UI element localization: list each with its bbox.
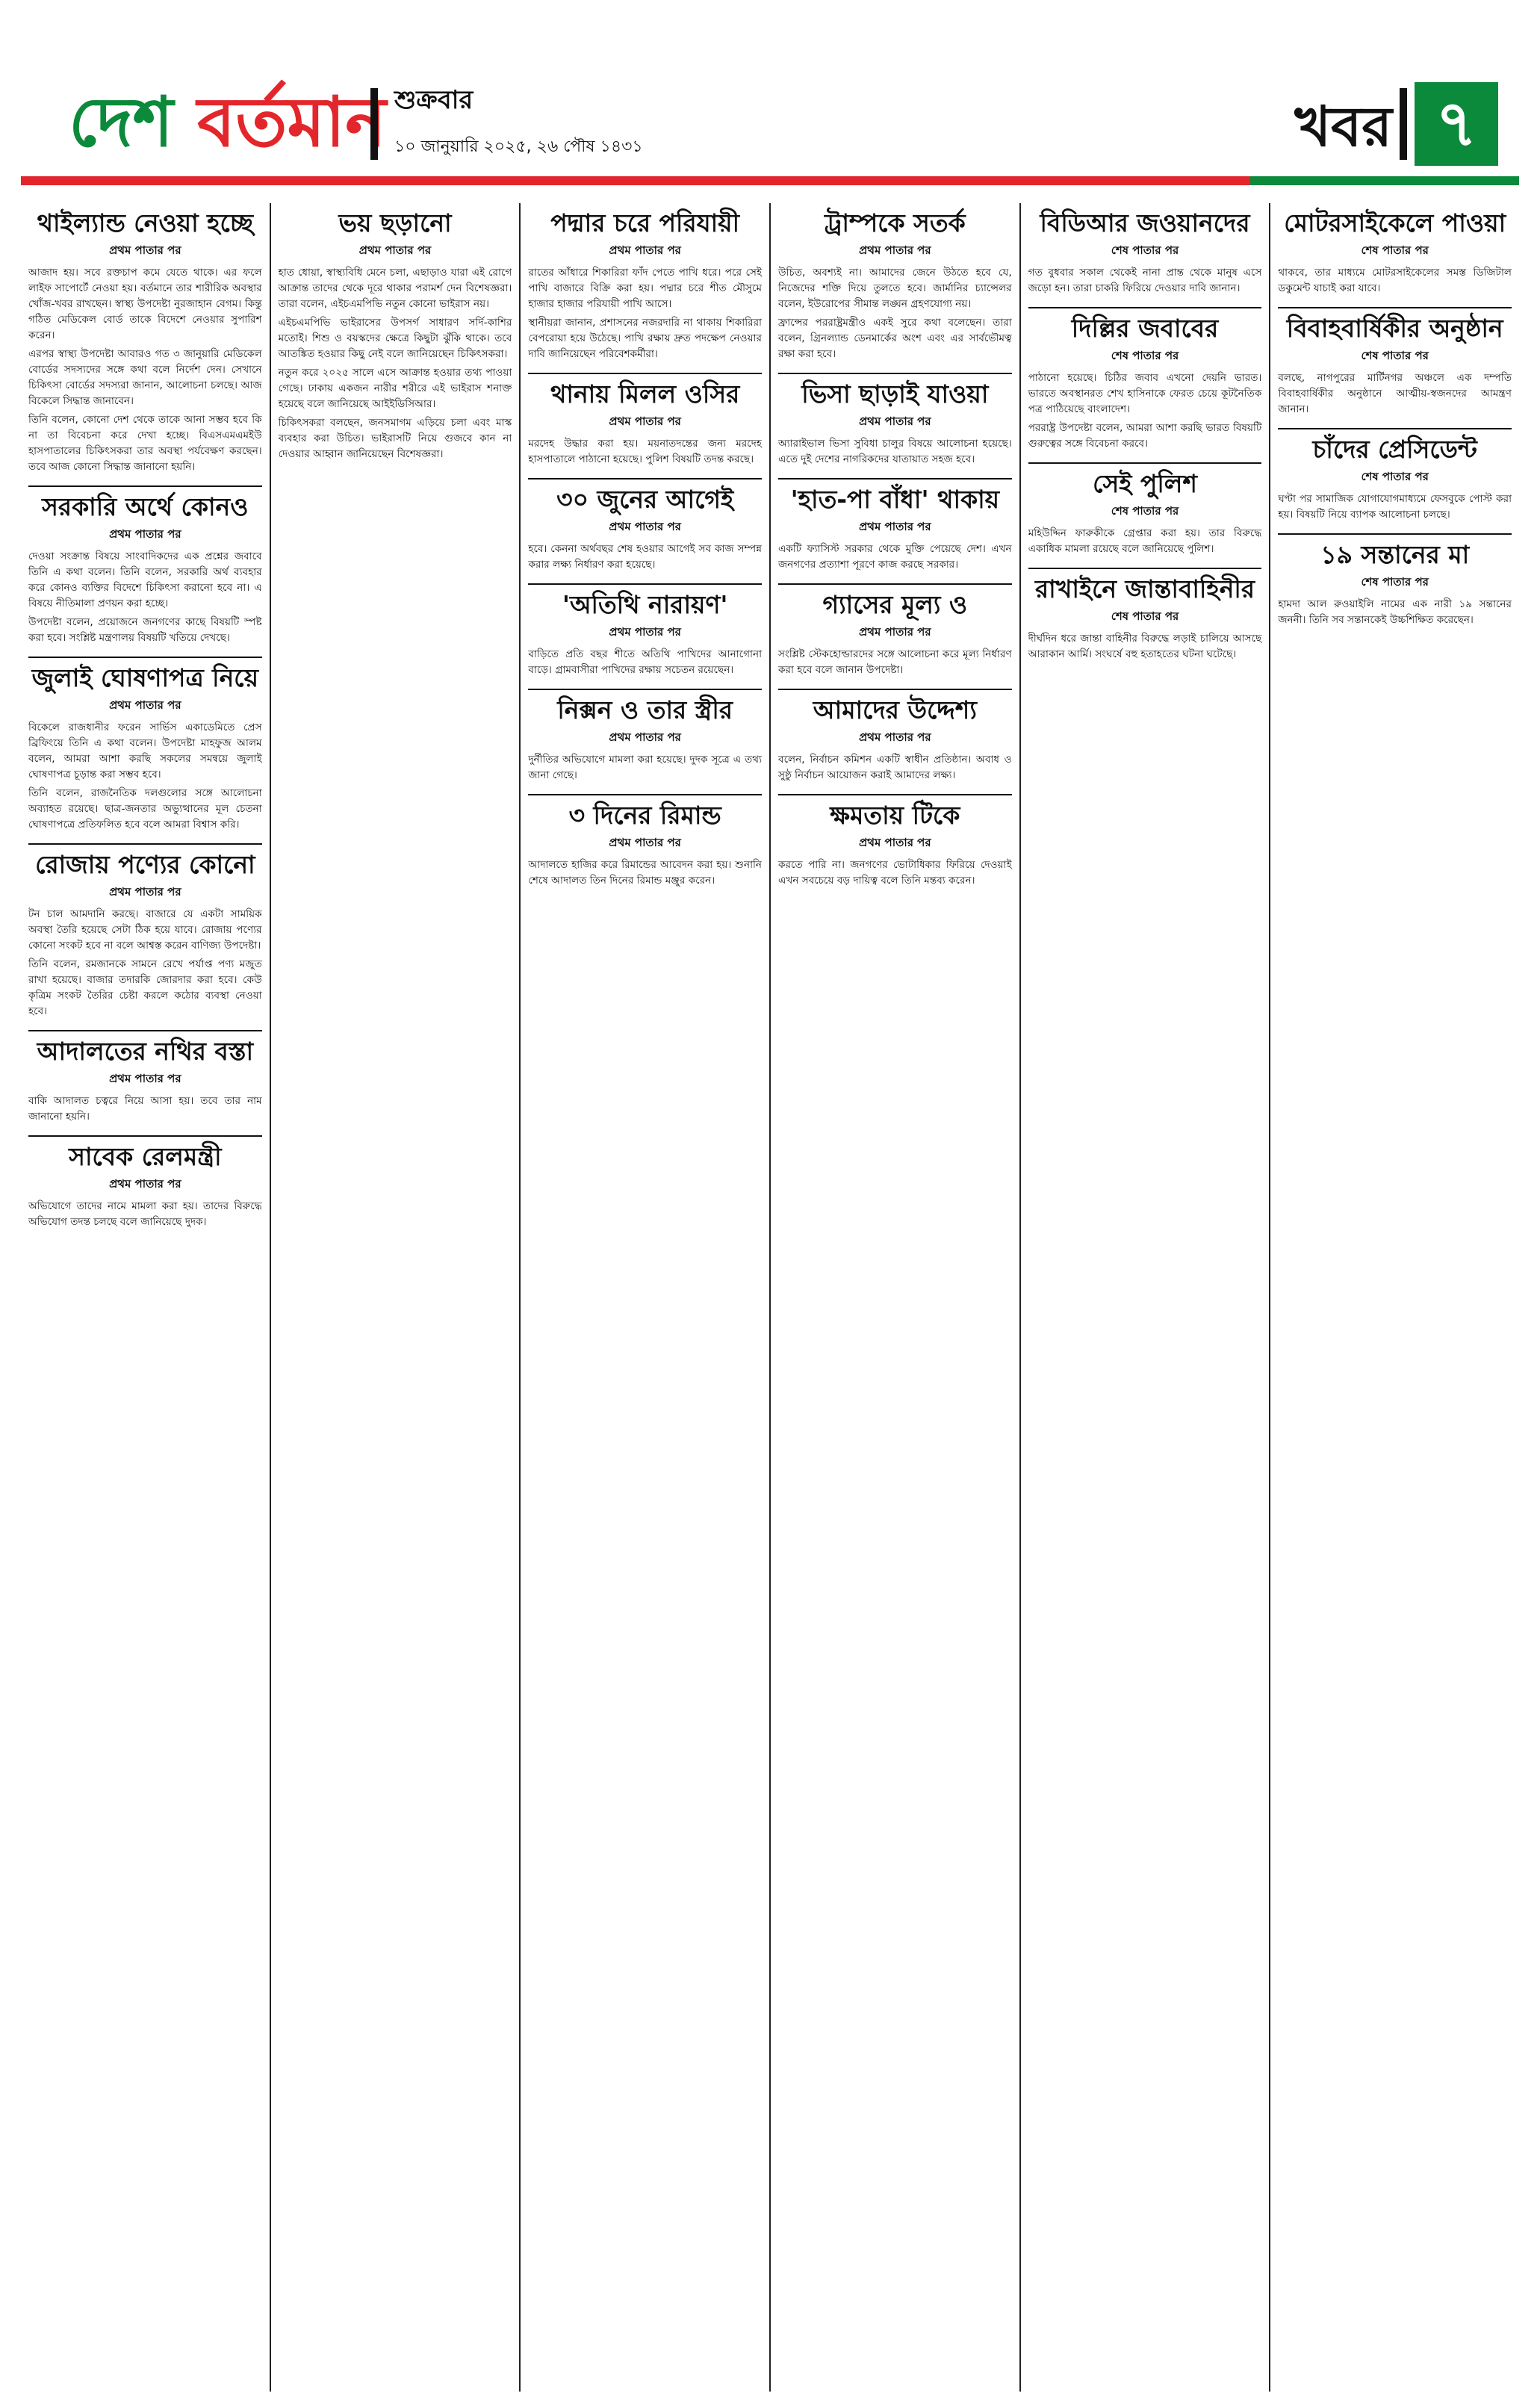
story-paragraph: টন চাল আমদানি করছে। বাজারে যে একটা সাময়িক অবস্থা তৈরি হয়েছে সেটা ঠিক হয়ে যাবে। রোজায় পণ্যের কোনো সংকট হবে না বলে আশ্বস্ত করেন বাণিজ্য উপদেষ্টা। — [28, 907, 262, 952]
continued-from-label: প্রথম পাতার পর — [109, 884, 181, 899]
story-divider — [1278, 307, 1512, 308]
story-paragraph: অভিযোগে তাদের নামে মামলা করা হয়। তাদের বিরুদ্ধে অভিযোগ তদন্ত চলছে বলে জানিয়েছে দুদক। — [28, 1200, 262, 1228]
story-headline: ভয় ছড়ানো — [338, 208, 452, 238]
story-headline: আমাদের উদ্দেশ্য — [813, 695, 977, 724]
story-paragraph: দুর্নীতির অভিযোগে মামলা করা হয়েছে। দুদক সূত্রে এ তথ্য জানা গেছে। — [528, 753, 763, 781]
story-headline: ১৯ সন্তানের মা — [1320, 539, 1470, 569]
story-paragraph: ঘণ্টা পর সামাজিক যোগাযোগমাধ্যমে ফেসবুকে পোস্ট করা হয়। বিষয়টি নিয়ে ব্যাপক আলোচনা চলছে। — [1278, 492, 1512, 521]
news-story — [28, 1143, 262, 1230]
story-headline: মোটরসাইকেলে পাওয়া — [1284, 208, 1506, 238]
story-paragraph: ফ্রান্সের পররাষ্ট্রমন্ত্রীও একই সুরে কথা বলেছেন। তারা বলেন, গ্রিনল্যান্ড ডেনমার্কের অংশ এবং এর সার্বভৌমত্ব রক্ষা করা হবে। — [778, 316, 1012, 360]
continued-from-label: প্রথম পাতার পর — [859, 243, 931, 257]
story-headline: ভিসা ছাড়াই যাওয়া — [801, 379, 989, 409]
continued-from-label: প্রথম পাতার পর — [859, 835, 931, 849]
story-paragraph: থাকবে, তার মাধ্যমে মোটরসাইকেলের সমস্ত ডিজিটাল ডকুমেন্ট যাচাই করা যাবে। — [1278, 266, 1512, 294]
story-paragraph: আদালতে হাজির করে রিমান্ডের আবেদন করা হয়। শুনানি শেষে আদালত তিন দিনের রিমান্ড মঞ্জুর করেন। — [528, 858, 763, 887]
story-paragraph: বিকেলে রাজধানীর ফরেন সার্ভিস একাডেমিতে প্রেস ব্রিফিংয়ে তিনি এ কথা বলেন। উপদেষ্টা মাহফুজ আলম বলেন, আমরা আশা করছি সকলের সমন্বয়ে জুলাই ঘোষণাপত্র চূড়ান্ত করা সম্ভব হবে। — [28, 721, 262, 781]
news-story — [528, 696, 762, 783]
news-story — [528, 209, 762, 362]
date-label: ১০ জানুয়ারি ২০২৫, ২৬ পৌষ ১৪৩১ — [394, 137, 643, 156]
story-headline: থানায় মিলল ওসির — [550, 379, 740, 409]
story-paragraph: দীর্ঘদিন ধরে জান্তা বাহিনীর বিরুদ্ধে লড়াই চালিয়ে আসছে আরাকান আর্মি। সংঘর্ষে বহু হতাহতের ঘটনা ঘটেছে। — [1028, 632, 1262, 660]
story-divider — [778, 583, 1012, 585]
story-paragraph: গত বুধবার সকাল থেকেই নানা প্রান্ত থেকে মানুষ এসে জড়ো হন। তারা চাকরি ফিরিয়ে দেওয়ার দাবি জানান। — [1028, 266, 1262, 294]
news-column — [521, 203, 771, 2392]
news-story — [528, 591, 762, 678]
continued-from-label: প্রথম পাতার পর — [609, 243, 681, 257]
story-divider — [778, 373, 1012, 374]
continued-from-label: শেষ পাতার পর — [1111, 609, 1179, 623]
news-story — [528, 485, 762, 573]
story-headline: আদালতের নথির বস্তা — [37, 1036, 254, 1066]
brand-separator — [370, 88, 378, 160]
story-paragraph: একটি ফ্যাসিস্ট সরকার থেকে মুক্তি পেয়েছে দেশ। এখন জনগণের প্রত্যাশা পূরণে কাজ করছে সরকার। — [778, 542, 1012, 571]
news-story — [1028, 209, 1262, 297]
news-story — [778, 380, 1012, 468]
story-divider — [528, 583, 762, 585]
continued-from-label: প্রথম পাতার পর — [859, 414, 931, 428]
story-divider — [1028, 462, 1262, 464]
story-divider — [778, 794, 1012, 795]
story-headline: 'হাত-পা বাঁধা' থাকায় — [790, 484, 1000, 514]
story-headline: সাবেক রেলমন্ত্রী — [69, 1141, 222, 1171]
news-story — [1278, 435, 1512, 523]
news-story — [1028, 575, 1262, 662]
story-divider — [28, 843, 262, 845]
news-story — [1278, 209, 1512, 297]
news-story — [1278, 541, 1512, 628]
news-story — [1028, 314, 1262, 452]
story-paragraph: হাত ধোয়া, স্বাস্থ্যবিধি মেনে চলা, এছাড়াও যারা এই রোগে আক্রান্ত তাদের থেকে দূরে থাকার পরামর্শ দেন বিশেষজ্ঞরা। তারা বলেন, এইচএমপিভি নতুন কোনো ভাইরাস নয়। — [278, 266, 512, 310]
story-divider — [1028, 307, 1262, 308]
story-paragraph: উপদেষ্টা বলেন, প্রয়োজনে জনগণের কাছে বিষয়টি স্পষ্ট করা হবে। সংশ্লিষ্ট মন্ত্রণালয় বিষয়টি খতিয়ে দেখছে। — [28, 615, 262, 644]
story-paragraph: সংশ্লিষ্ট স্টেকহোল্ডারদের সঙ্গে আলোচনা করে মূল্য নির্ধারণ করা হবে বলে জানান উপদেষ্টা। — [778, 648, 1012, 676]
continued-from-label: প্রথম পাতার পর — [609, 519, 681, 533]
story-headline: বিডিআর জওয়ানদের — [1040, 208, 1250, 238]
story-paragraph: পাঠানো হয়েছে। চিঠির জবাব এখনো দেয়নি ভারত। ভারতে অবস্থানরত শেখ হাসিনাকে ফেরত চেয়ে কূটনৈতিক পত্র পাঠিয়েছে বাংলাদেশ। — [1028, 371, 1262, 415]
story-headline: নিক্সন ও তার স্ত্রীর — [557, 695, 733, 724]
story-headline: ৩ দিনের রিমান্ড — [568, 800, 721, 830]
story-paragraph: চিকিৎসকরা বলছেন, জনসমাগম এড়িয়ে চলা এবং মাস্ক ব্যবহার করা উচিত। ভাইরাসটি নিয়ে গুজবে কান না দেওয়ার আহ্বান জানিয়েছেন বিশেষজ্ঞরা। — [278, 416, 512, 460]
story-paragraph: নতুন করে ২০২৫ সালে এসে আক্রান্ত হওয়ার তথ্য পাওয়া গেছে। ঢাকায় একজন নারীর শরীরে এই ভাইরাস শনাক্ত হয়েছে বলে জানিয়েছে আইইডিসিআর। — [278, 366, 512, 410]
continued-from-label: শেষ পাতার পর — [1361, 574, 1429, 589]
day-label: শুক্রবার — [394, 85, 474, 115]
dateline — [394, 81, 643, 161]
story-headline: ৩০ জুনের আগেই — [556, 484, 734, 514]
continued-from-label: প্রথম পাতার পর — [859, 730, 931, 744]
story-headline: 'অতিথি নারায়ণ' — [562, 589, 728, 619]
story-paragraph: পররাষ্ট্র উপদেষ্টা বলেন, আমরা আশা করছি ভারত বিষয়টি গুরুত্বের সঙ্গে বিবেচনা করবে। — [1028, 421, 1262, 450]
news-story — [1278, 314, 1512, 418]
article-columns — [21, 203, 1519, 2392]
continued-from-label: প্রথম পাতার পর — [109, 243, 181, 257]
story-paragraph: উচিত, অবশ্যই না। আমাদের জেনে উঠতে হবে যে, নিজেদের শক্তি দিয়ে তুলতে হবে। জার্মানির চ্যান্সেলর বলেন, ইউরোপের সীমান্ত লঙ্ঘন গ্রহণযোগ্য নয়। — [778, 266, 1012, 310]
news-story — [28, 493, 262, 646]
news-story — [778, 801, 1012, 889]
news-column — [1270, 203, 1519, 2392]
continued-from-label: শেষ পাতার পর — [1361, 469, 1429, 483]
story-divider — [778, 478, 1012, 480]
news-story — [528, 380, 762, 468]
story-headline: সরকারি অর্থে কোনও — [42, 491, 249, 521]
news-story — [279, 209, 512, 462]
story-paragraph: তিনি বলেন, কোনো দেশ থেকে তাকে আনা সম্ভব হবে কি না তা বিবেচনা করে দেখা হচ্ছে। বিএসএমএমইউ হাসপাতালের চিকিৎসকরা তার অবস্থা পর্যবেক্ষণ করছেন। তবে আজ কোনো সিদ্ধান্ত জানানো হয়নি। — [28, 413, 262, 473]
story-divider — [1028, 568, 1262, 569]
brand-part-2: বর্তমান — [197, 82, 387, 162]
news-story — [28, 1037, 262, 1125]
continued-from-label: শেষ পাতার পর — [1361, 348, 1429, 362]
masthead-rule-green — [1250, 176, 1519, 185]
story-headline: সেই পুলিশ — [1093, 468, 1197, 498]
continued-from-label: প্রথম পাতার পর — [358, 243, 432, 257]
story-divider — [28, 1030, 262, 1031]
continued-from-label: প্রথম পাতার পর — [609, 414, 681, 428]
continued-from-label: প্রথম পাতার পর — [859, 519, 931, 533]
story-paragraph: মহিউদ্দিন ফারুকীকে গ্রেপ্তার করা হয়। তার বিরুদ্ধে একাধিক মামলা রয়েছে বলে জানিয়েছে পুলিশ। — [1028, 527, 1262, 555]
continued-from-label: প্রথম পাতার পর — [609, 624, 681, 639]
news-story — [778, 485, 1012, 573]
story-paragraph: তিনি বলেন, রমজানকে সামনে রেখে পর্যাপ্ত পণ্য মজুত রাখা হয়েছে। বাজার তদারকি জোরদার করা হবে। কেউ কৃত্রিম সংকট তৈরির চেষ্টা করলে কঠোর ব্যবস্থা নেওয়া হবে। — [28, 958, 262, 1017]
story-divider — [528, 373, 762, 374]
story-paragraph: বলছে, নাগপুরের মার্টিনগর অঞ্চলে এক দম্পতি বিবাহবার্ষিকীর অনুষ্ঠানে আত্মীয়-স্বজনদের আমন্ত্রণ জানান। — [1278, 371, 1512, 415]
story-headline: দিল্লির জবাবের — [1071, 313, 1219, 343]
continued-from-label: শেষ পাতার পর — [1111, 503, 1179, 518]
story-divider — [528, 478, 762, 480]
story-paragraph: স্থানীয়রা জানান, প্রশাসনের নজরদারি না থাকায় শিকারিরা বেপরোয়া হয়ে উঠেছে। পাখি রক্ষায় দ্রুত পদক্ষেপ নেওয়ার দাবি জানিয়েছেন পরিবেশকর্মীরা। — [528, 316, 763, 360]
story-divider — [778, 689, 1012, 690]
story-headline: গ্যাসের মূল্য ও — [822, 589, 968, 619]
story-divider — [1278, 428, 1512, 429]
news-column — [271, 203, 521, 2392]
brand-part-1: দেশ — [69, 82, 174, 162]
story-paragraph: তিনি বলেন, রাজনৈতিক দলগুলোর সঙ্গে আলোচনা অব্যাহত রয়েছে। ছাত্র-জনতার অভ্যুত্থানের মূল চেতনা ঘোষণাপত্রে প্রতিফলিত হবে বলে আমরা বিশ্বাস করি। — [28, 786, 262, 831]
story-paragraph: আজাদ হয়। সবে রক্তচাপ কমে যেতে থাকে। এর ফলে লাইফ সাপোর্টে নেওয়া হয়। বর্তমানে তার শারীরিক অবস্থার খোঁজ-খবর রাখছেন। স্বাস্থ্য উপদেষ্টা নুরজাহান বেগম। কিন্তু গঠিত মেডিকেল বোর্ড তাকে বিদেশে নেওয়ার সুপারিশ করেন। — [28, 266, 262, 341]
news-story — [778, 696, 1012, 783]
story-headline: বিবাহবার্ষিকীর অনুষ্ঠান — [1286, 313, 1503, 343]
news-column — [1021, 203, 1271, 2392]
story-divider — [528, 689, 762, 690]
masthead — [21, 0, 1519, 200]
story-paragraph: বাড়িতে প্রতি বছর শীতে অতিথি পাখিদের আনাগোনা বাড়ে। গ্রামবাসীরা পাখিদের রক্ষায় সচেতন রয়েছেন। — [528, 648, 763, 676]
story-paragraph: বাকি আদালত চত্বরে নিয়ে আসা হয়। তবে তার নাম জানানো হয়নি। — [28, 1094, 262, 1123]
story-paragraph: হামদা আল রুওয়াইলি নামের এক নারী ১৯ সন্তানের জননী। তিনি সব সন্তানকেই উচ্চশিক্ষিত করেছেন। — [1278, 598, 1512, 626]
news-story — [778, 209, 1012, 362]
continued-from-label: প্রথম পাতার পর — [859, 624, 931, 639]
brand-logo — [69, 82, 387, 162]
story-headline: চাঁদের প্রেসিডেন্ট — [1312, 434, 1477, 464]
news-story — [778, 591, 1012, 678]
story-paragraph: হবে। কেননা অর্থবছর শেষ হওয়ার আগেই সব কাজ সম্পন্ন করার লক্ষ্য নির্ধারণ করা হয়েছে। — [528, 542, 763, 571]
story-paragraph: এরপর স্বাস্থ্য উপদেষ্টা আবারও গত ৩ জানুয়ারি মেডিকেল বোর্ডের সদস্যদের সঙ্গে কথা বলে নির্দেশ দেন। সেখানে চিকিৎসা বোর্ডের সদস্যরা জানান, আলোচনা চলছে। আজ বিকেলে সিদ্ধান্ত জানাবেন। — [28, 347, 262, 407]
continued-from-label: প্রথম পাতার পর — [109, 1071, 181, 1085]
news-story — [28, 851, 262, 1020]
continued-from-label: শেষ পাতার পর — [1111, 243, 1179, 257]
continued-from-label: প্রথম পাতার পর — [609, 730, 681, 744]
story-paragraph: দেওয়া সংক্রান্ত বিষয়ে সাংবাদিকদের এক প্রশ্নের জবাবে তিনি এ কথা বলেন। তিনি বলেন, সরকারি অর্থ ব্যবহার করে কোনও ব্যক্তির বিদেশে চিকিৎসা করানো হবে না। এ বিষয়ে নীতিমালা প্রণয়ন করা হচ্ছে। — [28, 550, 262, 609]
story-paragraph: করতে পারি না। জনগণের ভোটাধিকার ফিরিয়ে দেওয়াই এখন সবচেয়ে বড় দায়িত্ব বলে তিনি মন্তব্য করেন। — [778, 858, 1012, 887]
section-separator — [1400, 88, 1407, 160]
continued-from-label: প্রথম পাতার পর — [109, 698, 181, 712]
story-paragraph: এইচএমপিভি ভাইরাসের উপসর্গ সাধারণ সর্দি-কাশির মতোই। শিশু ও বয়স্কদের ক্ষেত্রে কিছুটা ঝুঁকি থাকে। তবে আতঙ্কিত হওয়ার কিছু নেই বলে জানিয়েছেন চিকিৎসকরা। — [278, 316, 512, 360]
page-number-badge: ৭ — [1415, 82, 1498, 166]
story-paragraph: মরদেহ উদ্ধার করা হয়। ময়নাতদন্তের জন্য মরদেহ হাসপাতালে পাঠানো হয়েছে। পুলিশ বিষয়টি তদন্ত করছে। — [528, 437, 763, 465]
story-headline: ক্ষমতায় টিকে — [830, 800, 960, 830]
story-paragraph: অ্যারাইভাল ভিসা সুবিধা চালুর বিষয়ে আলোচনা হয়েছে। এতে দুই দেশের নাগরিকদের যাতায়াত সহজ হবে। — [778, 437, 1012, 465]
continued-from-label: প্রথম পাতার পর — [109, 527, 181, 541]
continued-from-label: প্রথম পাতার পর — [609, 835, 681, 849]
news-story — [1028, 470, 1262, 557]
story-headline: ট্রাম্পকে সতর্ক — [824, 208, 966, 238]
news-story — [528, 801, 762, 889]
story-divider — [1278, 533, 1512, 535]
news-column — [771, 203, 1021, 2392]
story-divider — [28, 657, 262, 658]
news-story — [28, 664, 262, 833]
news-story — [28, 209, 262, 475]
story-paragraph: রাতের আঁধারে শিকারিরা ফাঁদ পেতে পাখি ধরে। পরে সেই পাখি বাজারে বিক্রি করা হয়। পদ্মার চরে শীত মৌসুমে হাজার হাজার পরিযায়ী পাখি আসে। — [528, 266, 763, 310]
news-column — [21, 203, 271, 2392]
story-divider — [28, 1135, 262, 1137]
story-headline: পদ্মার চরে পরিযায়ী — [550, 208, 740, 238]
continued-from-label: শেষ পাতার পর — [1111, 348, 1179, 362]
story-paragraph: বলেন, নির্বাচন কমিশন একটি স্বাধীন প্রতিষ্ঠান। অবাধ ও সুষ্ঠু নির্বাচন আয়োজন করাই আমাদের লক্ষ্য। — [778, 753, 1012, 781]
continued-from-label: প্রথম পাতার পর — [109, 1176, 181, 1191]
continued-from-label: শেষ পাতার পর — [1361, 243, 1429, 257]
story-divider — [28, 485, 262, 487]
story-headline: রোজায় পণ্যের কোনো — [35, 849, 255, 879]
section-title: খবর — [1294, 95, 1392, 159]
story-headline: থাইল্যান্ড নেওয়া হচ্ছে — [37, 208, 254, 238]
story-headline: জুলাই ঘোষণাপত্র নিয়ে — [31, 662, 259, 692]
story-divider — [528, 794, 762, 795]
story-headline: রাখাইনে জান্তাবাহিনীর — [1035, 574, 1255, 603]
